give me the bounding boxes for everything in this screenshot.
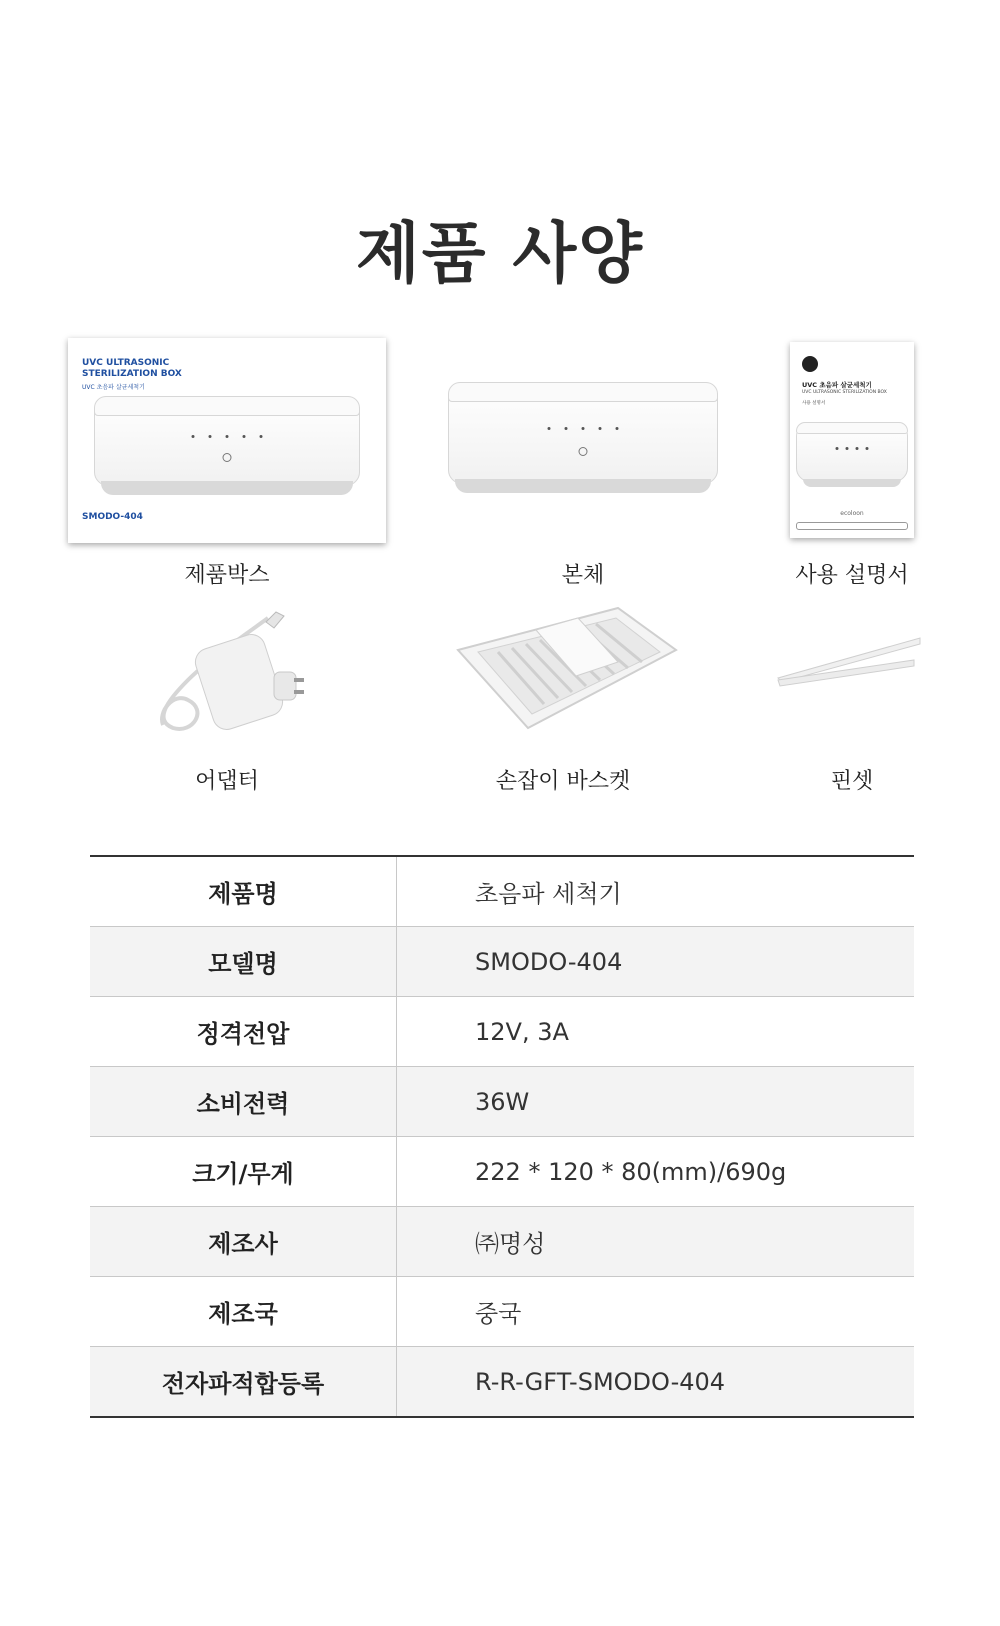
caption-adapter: 어댑터 <box>195 769 259 794</box>
caption-manual: 사용 설명서 <box>795 563 909 588</box>
box-device-illustration <box>94 396 360 486</box>
table-row <box>90 1277 914 1347</box>
box-title: UVC ULTRASONIC STERILIZATION BOX <box>82 358 182 379</box>
spec-label: 제조사 <box>90 1207 397 1277</box>
caption-product-box: 제품박스 <box>184 563 270 588</box>
table-row <box>90 1067 914 1137</box>
spec-label: 크기/무게 <box>90 1137 397 1207</box>
spec-value: R-R-GFT-SMODO-404 <box>397 1347 915 1418</box>
spec-value: SMODO-404 <box>397 927 915 997</box>
main-unit-image <box>448 382 718 484</box>
spec-value: 12V, 3A <box>397 997 915 1067</box>
basket-icon <box>448 600 684 740</box>
brand-logo-icon <box>802 356 818 372</box>
table-row <box>90 1347 914 1418</box>
manual-image: UVC 초음파 살균세척기 UVC ULTRASONIC STERILIZATION BOX 사용 설명서 ecoloon <box>790 342 914 538</box>
adapter-icon <box>148 600 308 740</box>
spec-label: 전자파적합등록 <box>90 1347 397 1418</box>
table-row <box>90 927 914 997</box>
table-row <box>90 1207 914 1277</box>
table-row <box>90 1137 914 1207</box>
spec-value: 중국 <box>397 1277 915 1347</box>
table-row <box>90 997 914 1067</box>
caption-main-unit: 본체 <box>561 563 605 588</box>
spec-label: 정격전압 <box>90 997 397 1067</box>
spec-table <box>90 855 914 1418</box>
spec-value: 36W <box>397 1067 915 1137</box>
spec-label: 제품명 <box>90 856 397 927</box>
spec-label: 모델명 <box>90 927 397 997</box>
caption-basket: 손잡이 바스켓 <box>495 769 631 794</box>
caption-tweezers: 핀셋 <box>830 769 874 794</box>
product-box-image <box>68 338 386 543</box>
tweezers-icon <box>774 630 924 710</box>
spec-value: 초음파 세척기 <box>397 856 915 927</box>
spec-value: ㈜명성 <box>397 1207 915 1277</box>
spec-label: 소비전력 <box>90 1067 397 1137</box>
table-row <box>90 856 914 927</box>
page-title: 제품 사양 <box>355 215 644 292</box>
box-subtitle: UVC 초음파 살균세척기 <box>82 384 145 391</box>
spec-label: 제조국 <box>90 1277 397 1347</box>
box-model: SMODO-404 <box>82 512 143 522</box>
spec-value: 222 * 120 * 80(mm)/690g <box>397 1137 915 1207</box>
